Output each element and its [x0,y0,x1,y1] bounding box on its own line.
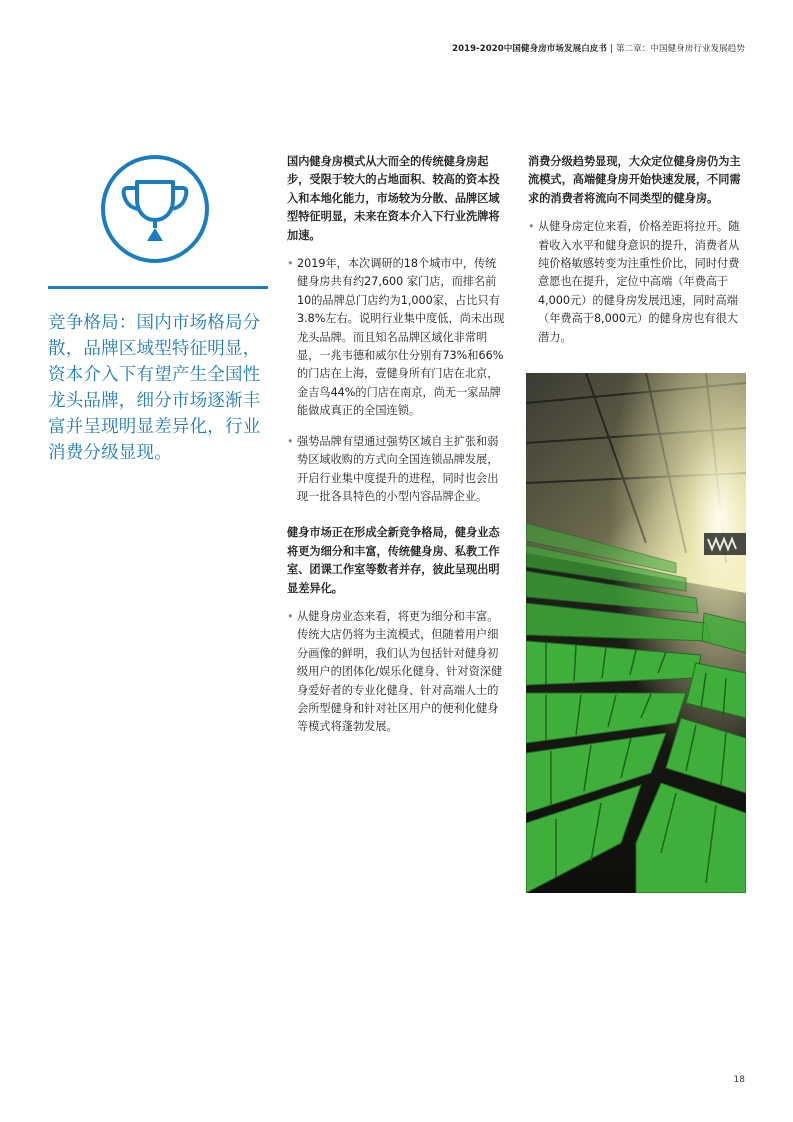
list-item: • 从健身房定位来看，价格差距将拉开。随着收入水平和健身意识的提升，消费者从纯价格敏感转变为注重性价比，同时付费意愿也在提升，定位中高端（年费高于4,000元）的健身房发展迅速，同时高端（年费高于8,000元）的健身房也有很大潜力。 [528,218,746,347]
list-item: • 强势品牌有望通过强势区域自主扩张和弱势区域收购的方式向全国连锁品牌发展，开启行业集中度提升的进程，同时也会出现一批各具特色的小型内容品牌企业。 [287,433,505,507]
pull-quote: 竞争格局：国内市场格局分散，品牌区域型特征明显，资本介入下有望产生全国性龙头品牌，细分市场逐渐丰富并呈现明显差异化，行业消费分级显现。 [48,313,261,463]
running-header [452,42,745,54]
bullet-list-2 [287,608,505,737]
lead-paragraph-3: 消费分级趋势显现，大众定位健身房仍为主流模式，高端健身房开始快速发展，不同需求的消费者将流向不同类型的健身房。 [528,155,741,205]
header-title: 2019-2020中国健身房市场发展白皮书 [452,44,608,54]
stadium-illustration [526,373,746,893]
page-number: 18 [733,1075,745,1085]
stadium-seats-photo [526,373,746,893]
lead-paragraph-1: 国内健身房模式从大而全的传统健身房起步，受限于较大的占地面积、较高的资本投入和本地化能力，市场较为分散、品牌区域型特征明显，未来在资本介入下行业洗牌将加速。 [287,155,500,242]
header-chapter: 第二章：中国健身房行业发展趋势 [615,44,745,54]
list-item: • 2019年，本次调研的18个城市中，传统健身房共有约27,600 家门店，而排名前10的品牌总门店约为1,000家，占比只有3.8%左右。说明行业集中度低，尚未出现龙头品牌。而且知名品牌区域化非常明显，一兆韦德和威尔仕分别有73%和66%的门店在上海，壹健身所有门店在北京，金吉鸟44%的门店在南京，尚无一家品牌能做成真正的全国连锁。 [287,255,505,421]
column-right [528,153,746,359]
section-rule [48,286,268,289]
bullet-list-3 [528,218,746,347]
column-left [287,153,505,749]
bullet-list-1 [287,255,505,506]
list-item: • 从健身房业态来看，将更为细分和丰富。传统大店仍将为主流模式，但随着用户细分画像的鲜明，我们认为包括针对健身初级用户的团体化/娱乐化健身、针对资深健身爱好者的专业化健身、针对高端人士的会所型健身和针对社区用户的便利化健身等模式将蓬勃发展。 [287,608,505,737]
lead-paragraph-2: 健身市场正在形成全新竞争格局，健身业态将更为细分和丰富，传统健身房、私教工作室、团课工作室等数者并存，彼此呈现出明显差异化。 [287,526,500,595]
header-separator: | [610,44,613,54]
trophy-icon [100,154,210,264]
